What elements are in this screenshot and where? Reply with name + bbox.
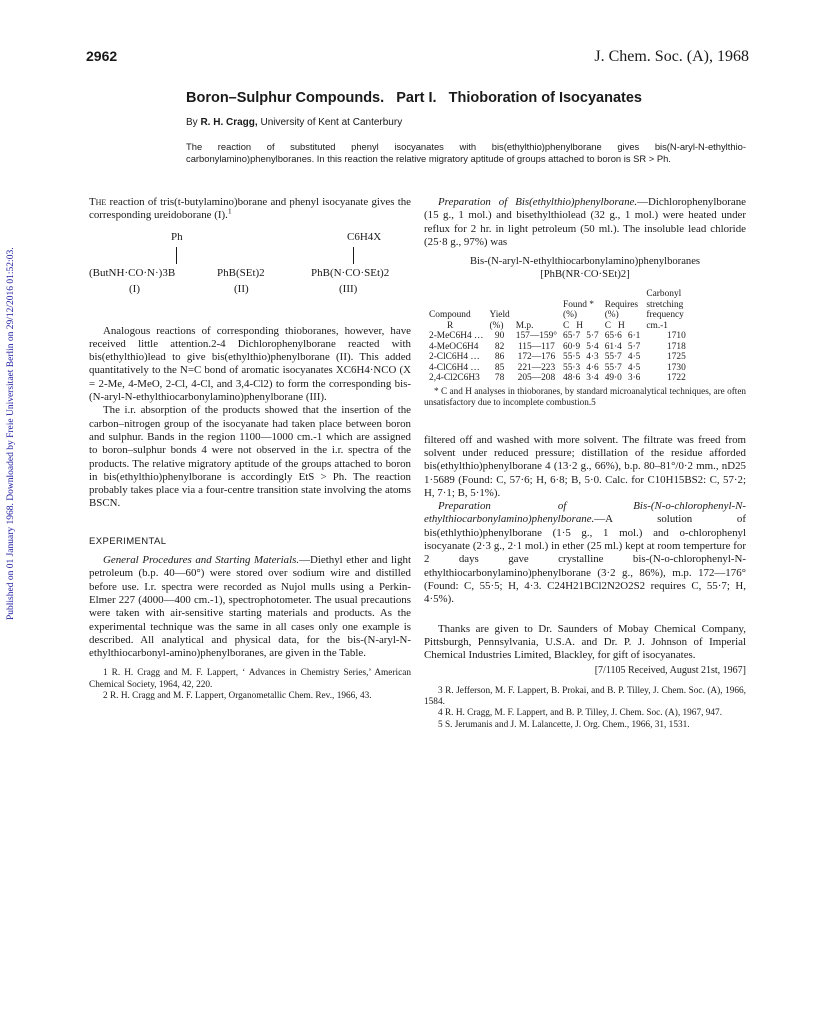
table-cell-rc: 49·0 (604, 373, 622, 384)
label-I: (I) (129, 282, 140, 295)
table-cell-fc: 55·5 (563, 352, 581, 363)
table-cell-yield: 78 (494, 373, 505, 384)
intro-lead-word: The (89, 196, 107, 208)
table-body (426, 331, 709, 384)
footnote-2: 2 R. H. Cragg and M. F. Lappert, Organometallic Chem. Rev., 1966, 43. (103, 691, 372, 702)
footnote-5: 5 S. Jerumanis and J. M. Lalancette, J. Org. Chem., 1966, 31, 1531. (438, 719, 690, 730)
table-cell-rc: 55·7 (604, 362, 622, 373)
th-found: Found * (%) C H (563, 299, 594, 331)
table-cell-rh: 6·1 (627, 331, 641, 342)
th-requires: Requires (%) C H (604, 299, 639, 331)
th-yield: Yield (%) (489, 310, 510, 331)
label-II: (II) (234, 282, 249, 295)
table-cell-rh: 4·5 (627, 352, 641, 363)
bond-line (353, 247, 354, 264)
right-column (424, 196, 746, 731)
table-row (426, 352, 709, 363)
table-cell-rc: 65·6 (604, 331, 622, 342)
table-cell-r: 2-MeC6H4 … (429, 331, 484, 342)
table-cell-fc: 55·3 (563, 362, 581, 373)
footnotes-left (89, 668, 411, 702)
acknowledgements: Thanks are given to Dr. Saunders of Mobay Chemical Company, Pittsburgh, Pennsylvania, U.S.A. and Dr. P. J. Johnson of Imperial Chemical Industries Limited, Blackley, for gift of isocyanates. (424, 622, 746, 662)
table-cell-rh: 4·5 (627, 362, 641, 373)
table-cell-fh: 5·7 (586, 331, 599, 342)
formula-I: (ButNH·CO·N·)3B (89, 266, 176, 279)
table-caption-line-2: [PhB(NR·CO·SEt)2] (540, 269, 630, 281)
footnote-3: 3 R. Jefferson, M. F. Lappert, B. Prokai, and B. P. Tilley, J. Chem. Soc. (A), 1966, 1584. (424, 685, 746, 708)
bond-line (176, 247, 177, 264)
byline-prefix: By (186, 117, 198, 128)
table-cell-mp: 115—117 (517, 341, 555, 352)
table-cell-r: 4-MeOC6H4 (429, 341, 479, 352)
table-cell-rc: 55·7 (604, 352, 622, 363)
table-cell-r: 2-ClC6H4 … (429, 352, 480, 363)
table-cell-fh: 3·4 (586, 373, 599, 384)
table-cell-freq: 1722 (667, 373, 686, 384)
table-row (426, 342, 709, 353)
formula-ph-substituent: Ph (171, 230, 183, 243)
article-title: Boron–Sulphur Compounds. Part I. Thioboration of Isocyanates (186, 90, 642, 106)
paragraph-analogous: Analogous reactions of corresponding thioboranes, however, have received little attention.2-4 Dichlorophenylborane reacted with bis(ethylthio)lead to give bis(ethylthio)phenylborane (II). This added quantitatively to the N=C bond of aromatic isocyanates XC6H4·NCO (X = 2-Me, 4-MeO, 2-Cl, 4-Cl, and 3,4-Cl2) to form the corresponding bis-(N-aryl-N-ethylthiocarbonylamino)phenylborane (III). (89, 324, 411, 404)
table-caption (424, 255, 746, 281)
footnote-4: 4 R. H. Cragg, M. F. Lappert, and B. P. Tilley, J. Chem. Soc. (A), 1967, 947. (438, 708, 723, 719)
left-column (89, 196, 411, 702)
table-cell-fc: 65·7 (563, 331, 581, 342)
table-footnote: * C and H analyses in thioboranes, by standard microanalytical techniques, are often unsatisfactory due to incomplete combustion.5 (424, 385, 746, 407)
formula-aryl-substituent: C6H4X (347, 230, 382, 243)
experimental-heading: EXPERIMENTAL (89, 535, 167, 547)
intro-paragraph: The reaction of tris(t-butylamino)borane and phenyl isocyanate gives the corresponding ureidoborane (I).$^1$ (89, 196, 411, 222)
affiliation: University of Kent at Canterbury (257, 117, 403, 128)
table-cell-freq: 1718 (667, 341, 686, 352)
footnote-1: 1 R. H. Cragg and M. F. Lappert, ‘ Advances in Chemistry Series,’ American Chemical Society, 1964, 42, 220. (89, 668, 411, 690)
table-cell-mp: 172—176 (517, 352, 556, 363)
formula-II: PhB(SEt)2 (217, 266, 265, 279)
paragraph-preparation-2: Preparation of Bis-(N-o-chlorophenyl-N-ethylthiocarbonylamino)phenylborane.—A solution of bis(ethlythio)phenylborane (1·5 g., 1 mol.) and o-chlorophenyl isocyanate (2·3 g., 2·1 mol.) in ether (25 ml.) kept at room temperture for 2 days gave crystalline bis-(N-o-chlorophenyl-N-ethylthiocarbonylamino)phenylborane (3·2 g., 86%), m.p. 172—176° (Found: C, 55·5; H, 4·3. C24H21BCl2N2O2S2 requires C, 55·7; H, 4·5%). (424, 500, 746, 606)
paragraph-general-procedures: General Procedures and Starting Materials.—Diethyl ether and light petroleum (b.p. 40—60°) were stored over sodium wire and distilled before use. I.r. spectra were recorded as Nujol mulls using a Perkin-Elmer 227 (4000—400 cm.-1), spectrophotometer. The usual precautions were taken with air-sensitive starting materials and products. As the experimental technique was the same in all cases only one example is described. All analytical and physical data, for the bis-(N-aryl-N-ethylthiocarbonyl-amino)phenylboranes, are given in the Table. (89, 554, 412, 660)
table-cell-yield: 82 (494, 341, 505, 352)
table-cell-rh: 3·6 (627, 373, 641, 384)
byline (186, 117, 402, 128)
author-name: R. H. Cragg, (200, 117, 258, 128)
paragraph-preparation-1: Preparation of Bis(ethylthio)phenylborane.—Dichlorophenylborane (15 g., 1 mol.) and bisethylthiolead (32 g., 1 mol.) were heated under reflux for 2 hr. in light petroleum (50 ml.). The insoluble lead chloride (25·8 g., 97%) was (424, 196, 746, 248)
formula-III: PhB(N·CO·SEt)2 (311, 266, 390, 279)
table-cell-mp: 157—159° (515, 331, 557, 342)
table-cell-fc: 60·9 (563, 341, 581, 352)
table-cell-freq: 1710 (667, 331, 686, 342)
table-row (426, 331, 709, 342)
th-carbonyl: Carbonyl stretching frequency cm.-1 (646, 289, 684, 331)
download-notice-sidebar: Published on 01 January 1968. Downloaded by Freie Universitaet Berlin on 29/12/2016 01:52:03. (6, 247, 16, 620)
table-cell-fh: 5·4 (586, 341, 599, 352)
table-cell-yield: 90 (494, 331, 505, 342)
table-cell-r: 2,4-Cl2C6H3 (429, 373, 480, 384)
table-cell-yield: 86 (494, 352, 505, 363)
journal-header: J. Chem. Soc. (A), 1968 (594, 48, 749, 65)
table-cell-mp: 221—223 (517, 362, 556, 373)
table-cell-r: 4-ClC6H4 … (429, 362, 480, 373)
table-cell-fh: 4·6 (586, 362, 599, 373)
footnotes-right (424, 686, 746, 731)
table-cell-yield: 85 (494, 362, 505, 373)
table-cell-fc: 48·6 (563, 373, 581, 384)
table-cell-fh: 4·3 (586, 352, 599, 363)
table-row (426, 363, 709, 374)
table-cell-rc: 61·4 (604, 341, 622, 352)
table-cell-freq: 1725 (667, 352, 686, 363)
paragraph-filtration: filtered off and washed with more solvent. The filtrate was freed from solvent under reduced pressure; distillation of the residue afforded bis(ethylthio)phenylborane 4 (13·2 g., 66%), b.p. 80–81°/0·2 mm., nD25 1·5689 (Found: C, 57·6; H, 6·8; B, 5·0. Calc. for C10H15BS2: C, 57·2; H, 7·1; B, 5·1%). (424, 433, 746, 499)
page-number: 2962 (86, 48, 118, 64)
table-cell-freq: 1730 (667, 362, 686, 373)
table-caption-line-1: Bis-(N-aryl-N-ethylthiocarbonylamino)phenylboranes (469, 256, 701, 268)
table-cell-rh: 5·7 (627, 341, 641, 352)
paragraph-ir: The i.r. absorption of the products showed that the insertion of the carbon–nitrogen group of the isocyanate had taken place between boron and sulphur. Bands in the region 1100—1000 cm.-1 which are assigned to boron–sulphur bonds 4 were not observed in the i.r. spectra of the products. The relative migratory aptitude of the groups attached to boron in bis(ethylthio)phenylborane is accordingly EtS > Ph. The reaction probably takes place via a four-centre transition state involving the atoms BSCN. (89, 404, 411, 510)
label-III: (III) (339, 282, 358, 295)
abstract: The reaction of substituted phenyl isocyanates with bis(ethylthio)phenylborane gives bis(N-aryl-N-ethylthio-carbonylamino)phenylboranes. In this reaction the relative migratory aptitude of groups attached to boron is SR > Ph. (186, 141, 746, 164)
data-table (426, 289, 709, 384)
th-compound: Compound R (429, 310, 471, 331)
table-cell-mp: 205—208 (517, 373, 556, 384)
table-row (426, 373, 709, 384)
received-line: [7/1105 Received, August 21st, 1967] (594, 665, 746, 677)
structural-formulas (89, 229, 411, 319)
th-mp: M.p. (515, 320, 534, 331)
